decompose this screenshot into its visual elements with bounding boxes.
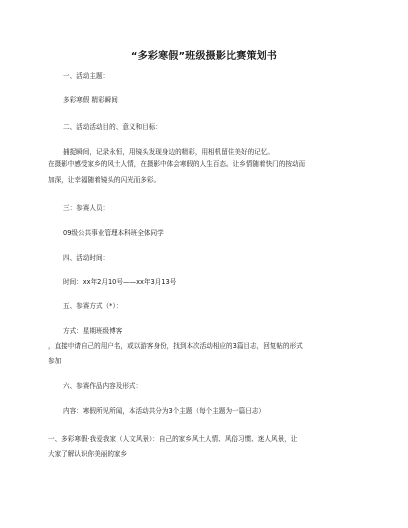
section-6-heading: 六、参赛作品内容及形式： [63,382,143,390]
section-5-paragraph-line: 方式：星期班级博客 [63,327,123,335]
section-2-paragraph-line: 捕捉瞬间，记录永恒，用镜头发现身边的精彩，用相机留住美好的记忆。 [63,148,274,156]
section-7-paragraph-line: 大家了解认识你美丽的家乡 [48,450,128,458]
section-3-heading: 三：参赛人员： [63,204,110,212]
section-2-paragraph-line: 在摄影中感受家乡的风土人情，在摄影中体会寒假的人生百态。让乡情随着快门的按动而 [48,160,306,168]
section-5-paragraph-line: 参加 [48,357,62,365]
section-7-paragraph-line: 一、多彩寒假·我爱我家（人文风景）：自己的家乡风土人情、风俗习惯、迷人风景，让 [48,435,298,443]
section-2-heading: 二、活动活动目的、意义和目标： [63,123,162,131]
section-3-body: 09级公共事业管理本科班全体同学 [63,229,164,237]
section-5-paragraph-line: ，直接申请自己的用户名，或以游客身份，找到本次活动相应的3篇目志，回复帖的形式 [48,342,303,350]
section-4-body: 时间：xx年2月10号——xx年3月13号 [63,278,177,286]
section-1-heading: 一、活动主题： [63,72,110,80]
section-5-heading: 五、参赛方式（*）： [63,302,123,310]
section-1-body: 多彩寒假 精彩瞬间 [63,96,118,104]
document-title: “多彩寒假”班级摄影比赛策划书 [130,51,278,62]
section-6-body: 内容：寒假所见所闻，本活动共分为3个主题（每个主题为一篇日志） [63,407,266,415]
section-2-paragraph-line: 加深，让幸福随着镜头的闪光而多彩。 [48,176,161,184]
section-4-heading: 四、活动时间： [63,254,110,262]
